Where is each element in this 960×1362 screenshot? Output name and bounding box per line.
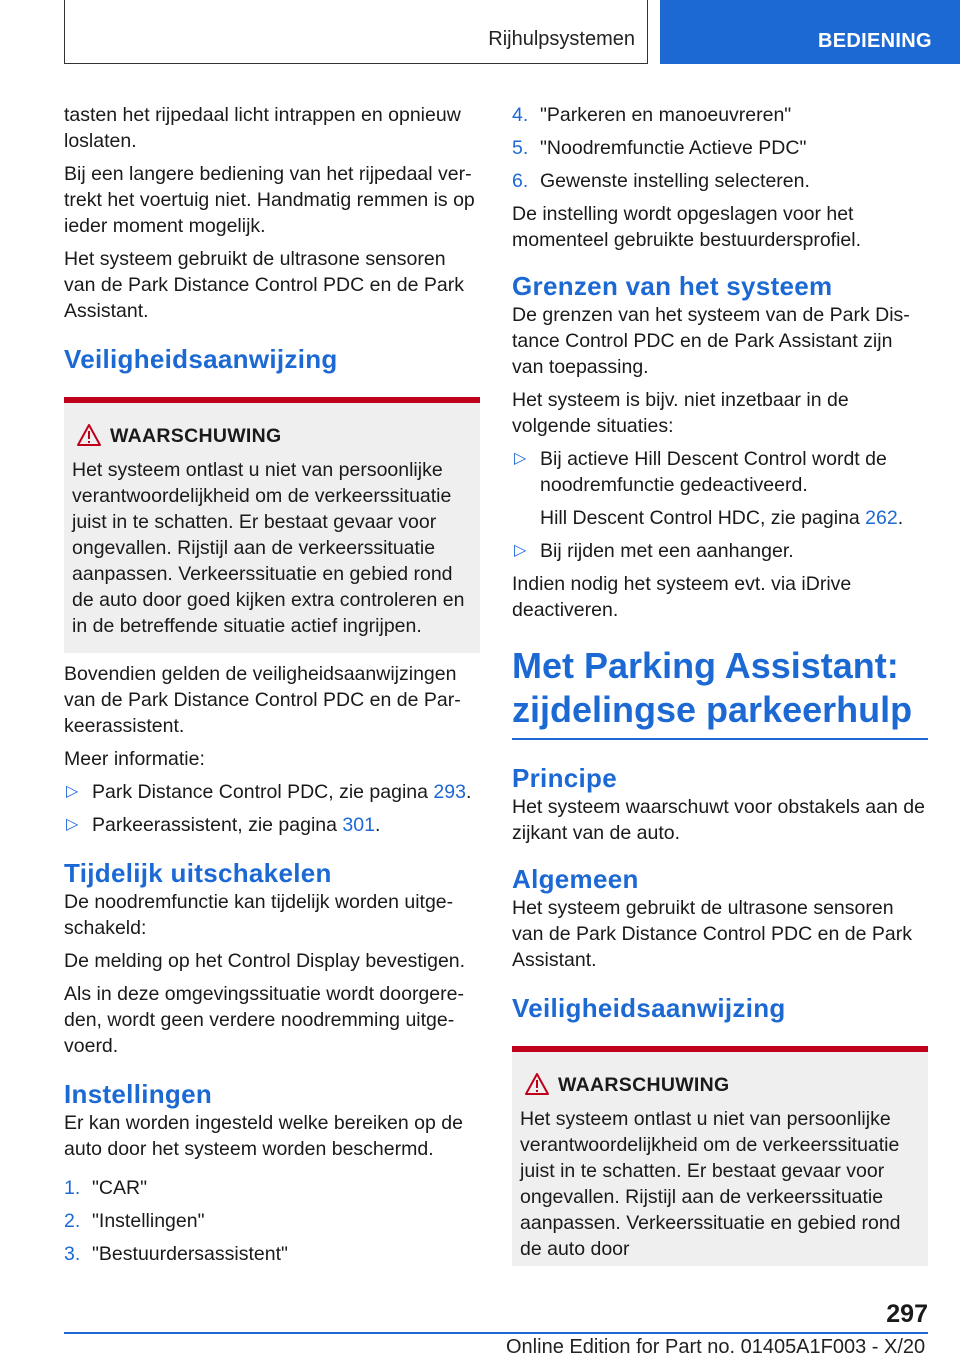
warning-title: WAARSCHUWING (110, 425, 282, 447)
paragraph: De instelling wordt opgeslagen voor het momenteel gebruikte bestuurdersprofiel. (512, 203, 862, 251)
paragraph: De melding op het Control Display bevestigen. (64, 950, 466, 972)
paragraph: Bovendien gelden de veiligheidsaanwijzingen van de Park Distance Control PDC en de Parkeerassistent. (64, 663, 461, 737)
chapter-tab (660, 0, 960, 64)
heading-safety: Veiligheidsaanwijzing (64, 344, 338, 374)
footer-edition: Online Edition for Part no. 01405A1F003 - X/20 (506, 1336, 926, 1358)
heading-temporary-disable: Tijdelijk uitschakelen (64, 858, 332, 888)
step-item: 4. "Parkeren en manoeuvreren" (512, 104, 792, 126)
chapter-title: BEDIENING (818, 30, 932, 52)
step-item: 3. "Bestuurdersassistent" (64, 1243, 288, 1265)
heading-safety: Veiligheidsaanwijzing (512, 993, 786, 1023)
paragraph: Het systeem gebruikt de ultrasone sensoren van de Park Distance Control PDC en de Park Assistant. (64, 248, 464, 322)
step-item: 5. "Noodremfunctie Actieve PDC" (512, 137, 807, 159)
heading-principle: Principe (512, 763, 617, 793)
warning-header (72, 423, 472, 449)
list-item: ▷ Bij rijden met een aanhanger. (514, 540, 794, 562)
warning-triangle-icon (76, 423, 102, 447)
step-number: 1. (64, 1177, 81, 1199)
page-number: 297 (886, 1300, 928, 1328)
list-item-reference: ▷ Parkeerassistent, zie pagina 301. (66, 814, 381, 836)
paragraph: Indien nodig het systeem evt. via iDrive deactiveren. (512, 573, 852, 621)
triangle-bullet-icon: ▷ (66, 816, 79, 833)
paragraph: Bij een langere bediening van het rijpedaal vertrekt het voertuig niet. Handmatig remmen is op ieder moment mogelijk. (64, 163, 475, 237)
step-number: 4. (512, 104, 529, 126)
right-column (512, 102, 928, 1266)
warning-triangle-icon (524, 1072, 550, 1096)
triangle-bullet-icon: ▷ (514, 450, 527, 467)
warning-title: WAARSCHUWING (558, 1074, 730, 1096)
list-item-reference: Hill Descent Control HDC, zie pagina 262. (540, 507, 904, 529)
step-number: 2. (64, 1210, 81, 1232)
warning-header (520, 1072, 920, 1098)
list-item: ▷ Bij actieve Hill Descent Control wordt de noodremfunctie gedeactiveerd. (514, 448, 887, 496)
chapter-heading: Met Parking Assistant: zijdelingse parkeerhulp (512, 645, 913, 730)
paragraph: Het systeem waarschuwt voor obstakels aan de zijkant van de auto. (512, 796, 925, 844)
paragraph: Als in deze omgevingssituatie wordt doorgereden, wordt geen verdere noodremming uitgevoerd. (64, 983, 464, 1057)
paragraph: Er kan worden ingesteld welke bereiken op de auto door het systeem worden beschermd. (64, 1112, 463, 1160)
warning-box (64, 397, 480, 653)
step-number: 6. (512, 170, 529, 192)
header-title-box (64, 0, 648, 64)
footer-rule (64, 1332, 928, 1334)
paragraph: De grenzen van het systeem van de Park Distance Control PDC en de Park Assistant zijn van toepassing. (512, 304, 910, 378)
heading-general: Algemeen (512, 864, 639, 894)
page-link[interactable]: 262 (865, 507, 898, 529)
page-link[interactable]: 293 (433, 781, 466, 803)
step-item: 6. Gewenste instelling selecteren. (512, 170, 810, 192)
list-item-reference: ▷ Park Distance Control PDC, zie pagina 293. (66, 781, 472, 803)
heading-settings: Instellingen (64, 1079, 213, 1109)
paragraph: tasten het rijpedaal licht intrappen en opnieuw loslaten. (64, 104, 461, 152)
paragraph: Het systeem is bijv. niet inzetbaar in de volgende situaties: (512, 389, 849, 437)
paragraph: Het systeem gebruikt de ultrasone sensoren van de Park Distance Control PDC en de Park Assistant. (512, 897, 912, 971)
paragraph: Meer informatie: (64, 748, 205, 770)
warning-text: Het systeem ontlast u niet van persoonlijke verantwoordelijkheid om de verkeerssituatie juist in te schatten. Er bestaat gevaar voor ongevallen. Rijstijl aan de verkeerssituatie aanpassen. Verkeerssituatie en gebied rond de auto door goed kijken extra controleren en in de betreffende situatie actief ingrijpen. (72, 459, 465, 637)
step-item: 1. "CAR" (64, 1177, 148, 1199)
heading-limits: Grenzen van het systeem (512, 271, 833, 301)
step-number: 3. (64, 1243, 81, 1265)
warning-text: Het systeem ontlast u niet van persoonlijke verantwoordelijkheid om de verkeerssituatie juist in te schatten. Er bestaat gevaar voor ongevallen. Rijstijl aan de verkeerssituatie aanpassen. Verkeerssituatie en gebied rond de auto door (520, 1108, 901, 1260)
step-number: 5. (512, 137, 529, 159)
page-link[interactable]: 301 (342, 814, 375, 836)
paragraph: De noodremfunctie kan tijdelijk worden uitgeschakeld: (64, 891, 454, 939)
triangle-bullet-icon: ▷ (66, 783, 79, 800)
section-title: Rijhulpsystemen (488, 28, 635, 50)
warning-box (512, 1046, 928, 1266)
left-column (64, 102, 480, 1274)
triangle-bullet-icon: ▷ (514, 542, 527, 559)
step-item: 2. "Instellingen" (64, 1210, 205, 1232)
